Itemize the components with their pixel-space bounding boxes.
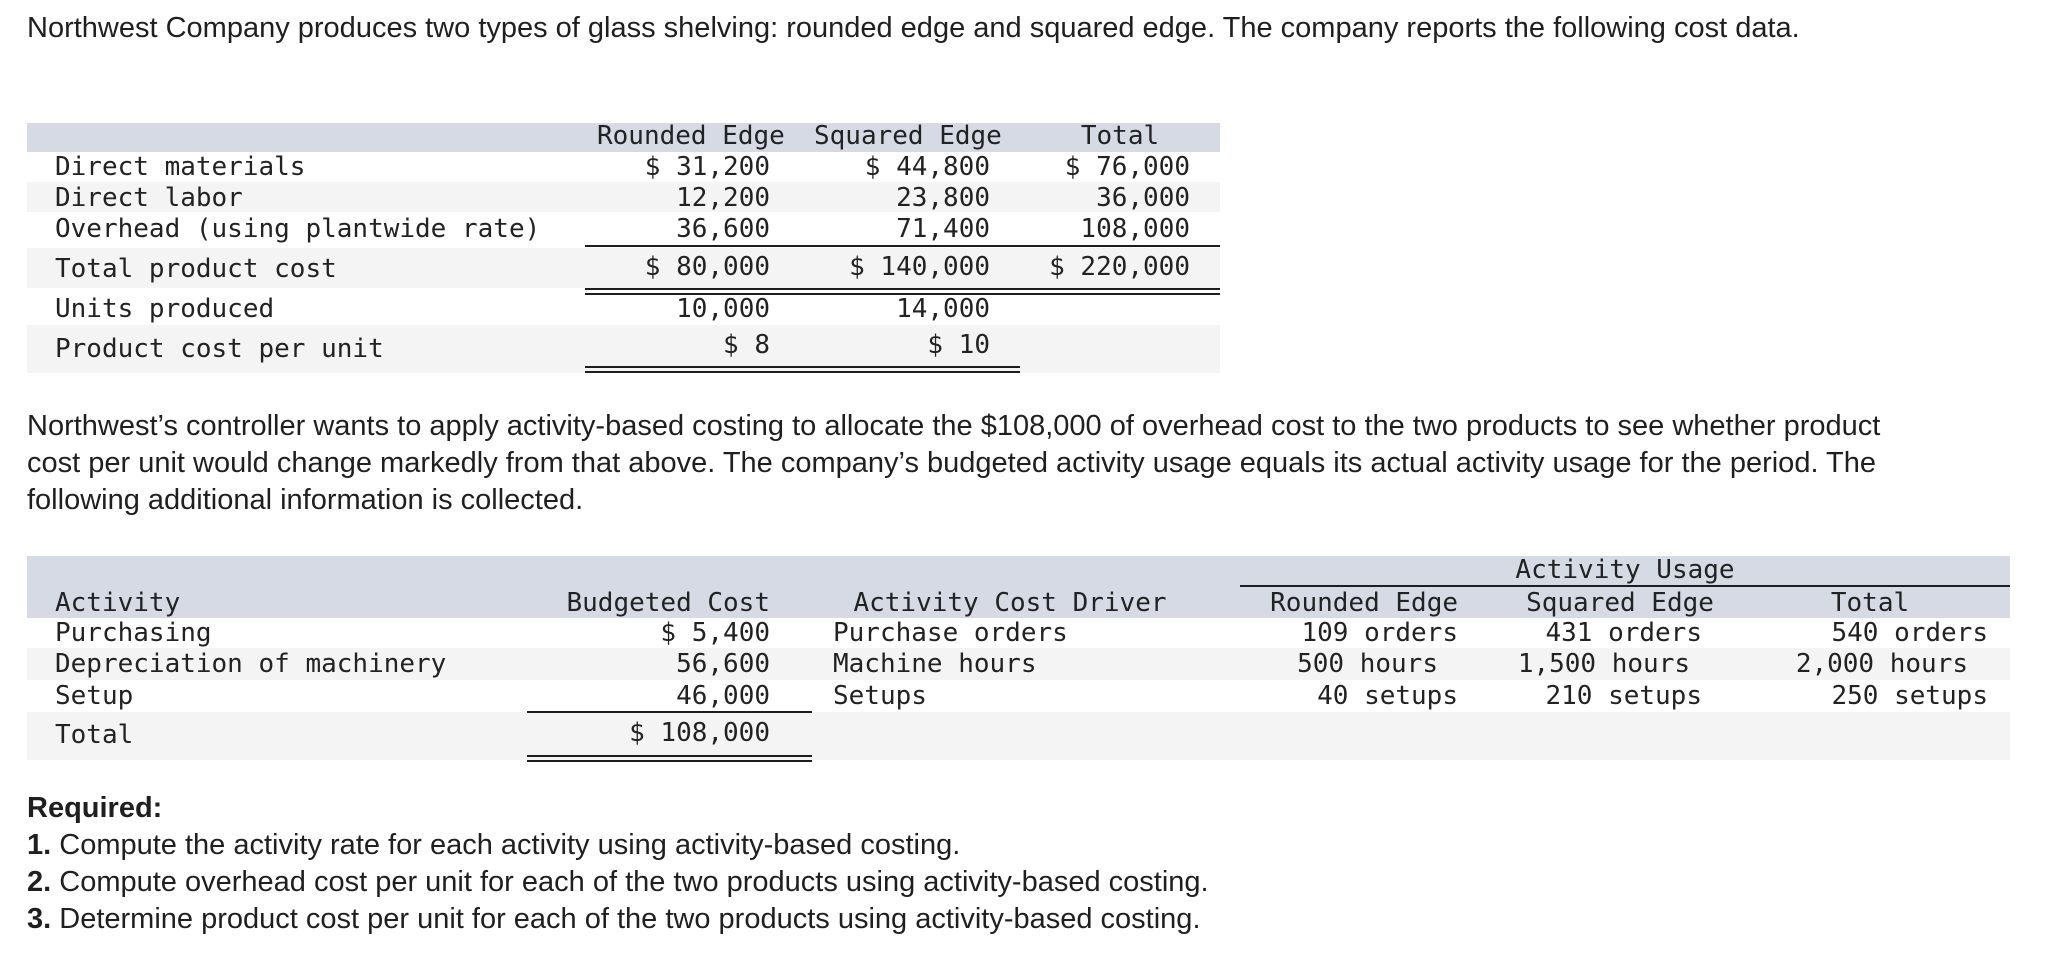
row-label: Direct labor	[55, 183, 243, 213]
cell-total: 2,000 hours	[1795, 649, 1968, 679]
cell-squared: $ 140,000	[849, 252, 990, 282]
col-header-squared: Squared Edge	[1526, 588, 1714, 618]
cell-squared: $ 10	[927, 330, 990, 360]
col-header-budgeted-cost: Budgeted Cost	[566, 588, 770, 618]
col-header-total: Total	[1830, 588, 1910, 618]
row-label: Product cost per unit	[55, 334, 384, 364]
row-label: Units produced	[55, 294, 275, 324]
middle-text: Northwest’s controller wants to apply activity-based costing to allocate the $108,000 of overhead cost to the two products to see whether product cost per unit would change markedly from that above. The company’s budgeted activity usage equals its actual activity usage for the period. The following additional information is collected.	[27, 410, 1881, 516]
cell-driver: Machine hours	[833, 649, 1037, 679]
col-header-driver: Activity Cost Driver	[853, 588, 1167, 618]
cell-squared: $ 44,800	[864, 152, 990, 182]
required-num: 2.	[27, 866, 52, 898]
cell-rounded: 500 hours	[1297, 649, 1438, 679]
cell-squared: 1,500 hours	[1517, 649, 1690, 679]
cell-cost: 46,000	[676, 681, 770, 711]
cell-rounded: $ 80,000	[644, 252, 770, 282]
cell-driver: Setups	[833, 681, 927, 711]
cell-rounded: 40 setups	[1317, 681, 1458, 711]
required-text: Compute the activity rate for each activity using activity-based costing.	[51, 829, 961, 861]
cell-rounded: 36,600	[676, 214, 770, 244]
activity-label: Total	[55, 720, 134, 750]
col-header-rounded: Rounded Edge	[597, 121, 785, 151]
required-section	[27, 790, 1209, 938]
cell-rounded: 10,000	[676, 294, 770, 324]
required-num: 1.	[27, 829, 52, 861]
row-label: Direct materials	[55, 152, 306, 182]
required-text: Determine product cost per unit for each of the two products using activity-based costing.	[51, 903, 1201, 935]
col-header-activity: Activity	[55, 588, 181, 618]
cell-cost: $ 5,400	[660, 618, 770, 648]
cell-rounded: $ 31,200	[644, 152, 770, 182]
intro-text: Northwest Company produces two types of glass shelving: rounded edge and squared edge. The company reports the following cost data.	[27, 12, 1800, 44]
cell-total: 108,000	[1080, 214, 1190, 244]
cell-cost: 56,600	[676, 649, 770, 679]
cell-rounded: $ 8	[723, 330, 770, 360]
cell-driver: Purchase orders	[833, 618, 1068, 648]
required-title: Required:	[27, 792, 163, 824]
cell-total: 36,000	[1096, 183, 1190, 213]
col-header-squared: Squared Edge	[814, 121, 1002, 151]
cell-total: 540 orders	[1831, 618, 1988, 648]
cell-rounded: 109 orders	[1301, 618, 1458, 648]
row-label: Total product cost	[55, 254, 337, 284]
required-item-1	[27, 827, 1209, 864]
activity-label: Purchasing	[55, 618, 212, 648]
cell-squared: 71,400	[896, 214, 990, 244]
required-text: Compute overhead cost per unit for each of the two products using activity-based costing.	[51, 866, 1209, 898]
cell-squared: 431 orders	[1545, 618, 1702, 648]
cell-cost: $ 108,000	[629, 718, 770, 748]
col-header-rounded: Rounded Edge	[1270, 588, 1458, 618]
required-item-3	[27, 901, 1209, 938]
cell-total: $ 220,000	[1049, 252, 1190, 282]
cell-squared: 210 setups	[1545, 681, 1702, 711]
activity-label: Setup	[55, 681, 134, 711]
cell-total: $ 76,000	[1064, 152, 1190, 182]
cell-squared: 23,800	[896, 183, 990, 213]
cell-total: 250 setups	[1831, 681, 1988, 711]
required-num: 3.	[27, 903, 52, 935]
activity-usage-header: Activity Usage	[1515, 555, 1735, 585]
activity-label: Depreciation of machinery	[55, 649, 447, 679]
row-label: Overhead (using plantwide rate)	[55, 214, 541, 244]
required-item-2	[27, 864, 1209, 901]
col-header-total: Total	[1080, 121, 1160, 151]
cell-rounded: 12,200	[676, 183, 770, 213]
cell-squared: 14,000	[896, 294, 990, 324]
